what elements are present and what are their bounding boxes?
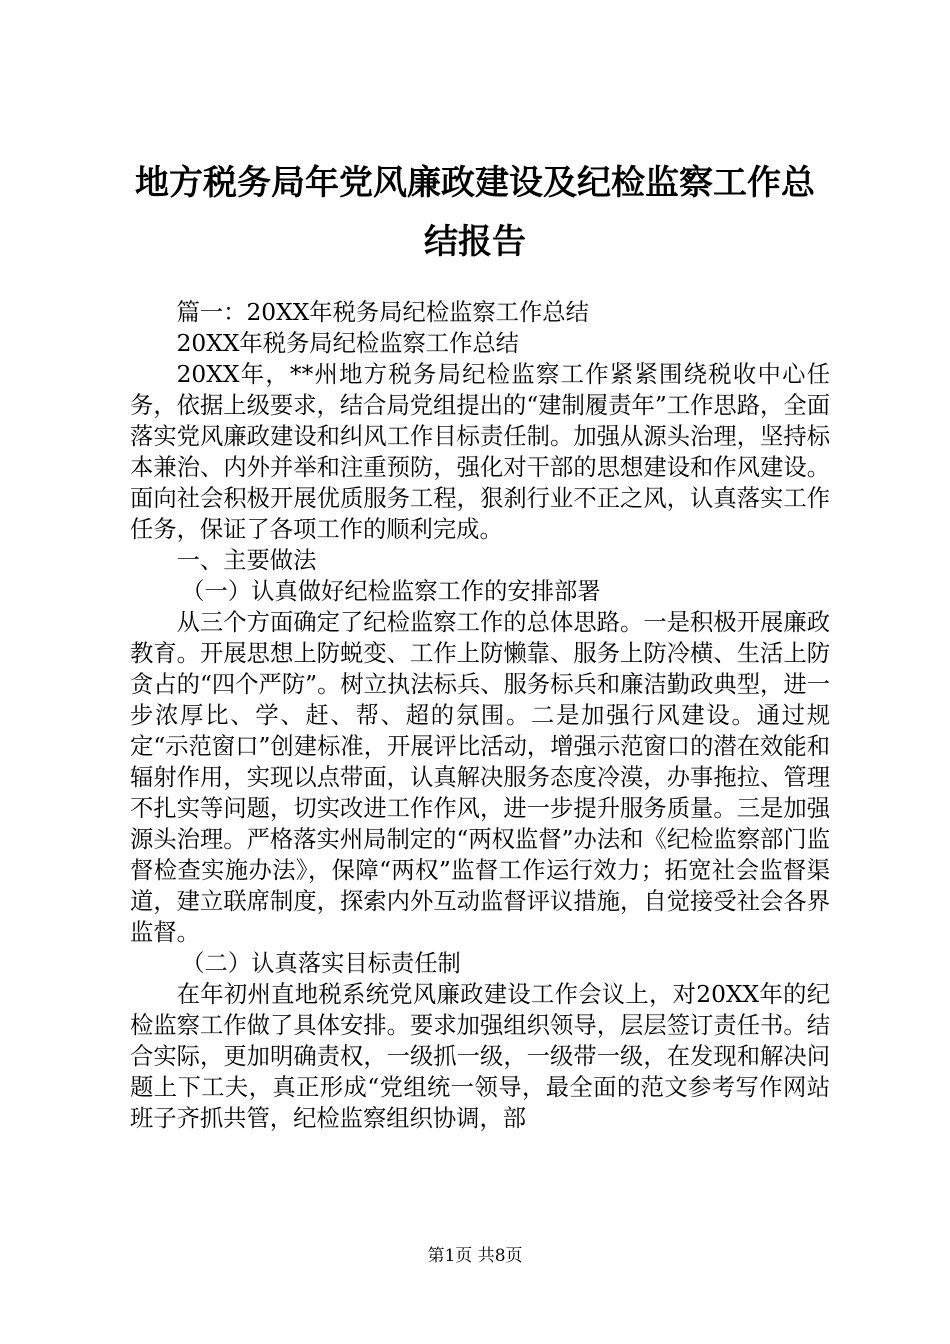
paragraph-subsection-1: 从三个方面确定了纪检监察工作的总体思路。一是积极开展廉政教育。开展思想上防蜕变、工作上防懒靠、服务上防冷横、生活上防贪占的“四个严防”。树立执法标兵、服务标兵和廉洁勤政典型，进一步浓厚比、学、赶、帮、超的氛围。二是加强行风建设。通过规定“示范窗口”创建标准，开展评比活动，增强示范窗口的潜在效能和辐射作用，实现以点带面，认真解决服务态度冷漠，办事拖拉、管理不扎实等问题，切实改进工作作风，进一步提升服务质量。三是加强源头治理。严格落实州局制定的“两权监督”办法和《纪检监察部门监督检查实施办法》，保障“两权”监督工作运行效力；拓宽社会监督渠道，建立联席制度，探索内外互动监督评议措施，自觉接受社会各界监督。 [130,609,830,946]
paragraph-subsection-2: 在年初州直地税系统党风廉政建设工作会议上，对20XX年的纪检监察工作做了具体安排。要求加强组织领导，层层签订责任书。结合实际，更加明确责权，一级抓一级，一级带一级，在发现和解决问题上下工夫，真正形成“党组统一领导，最全面的范文参考写作网站班子齐抓共管，纪检监察组织协调，部 [130,981,830,1132]
section-heading-part-one: 篇一：20XX年税务局纪检监察工作总结 [176,299,589,326]
document-title-line-1: 地方税务局年党风廉政建设及纪检监察工作总 [135,163,815,203]
subsection-heading-2: （二）认真落实目标责任制 [181,950,461,977]
document-title-line-2: 结报告 [424,222,526,262]
document-body [130,297,830,1134]
subsection-heading-1: （一）认真做好纪检监察工作的安排部署 [181,578,601,605]
subtitle: 20XX年税务局纪检监察工作总结 [176,330,519,357]
page-footer: 第1页 共8页 [427,1246,523,1266]
section-heading-main-practices: 一、主要做法 [176,547,317,574]
paragraph-intro: 20XX年，**州地方税务局纪检监察工作紧紧围绕税收中心任务，依据上级要求，结合局党组提出的“建制履责年”工作思路，全面落实党风廉政建设和纠风工作目标责任制。加强从源头治理，坚持标本兼治、内外并举和注重预防，强化对干部的思想建设和作风建设。面向社会积极开展优质服务工程，狠刹行业不正之风，认真落实工作任务，保证了各项工作的顺利完成。 [130,361,830,543]
